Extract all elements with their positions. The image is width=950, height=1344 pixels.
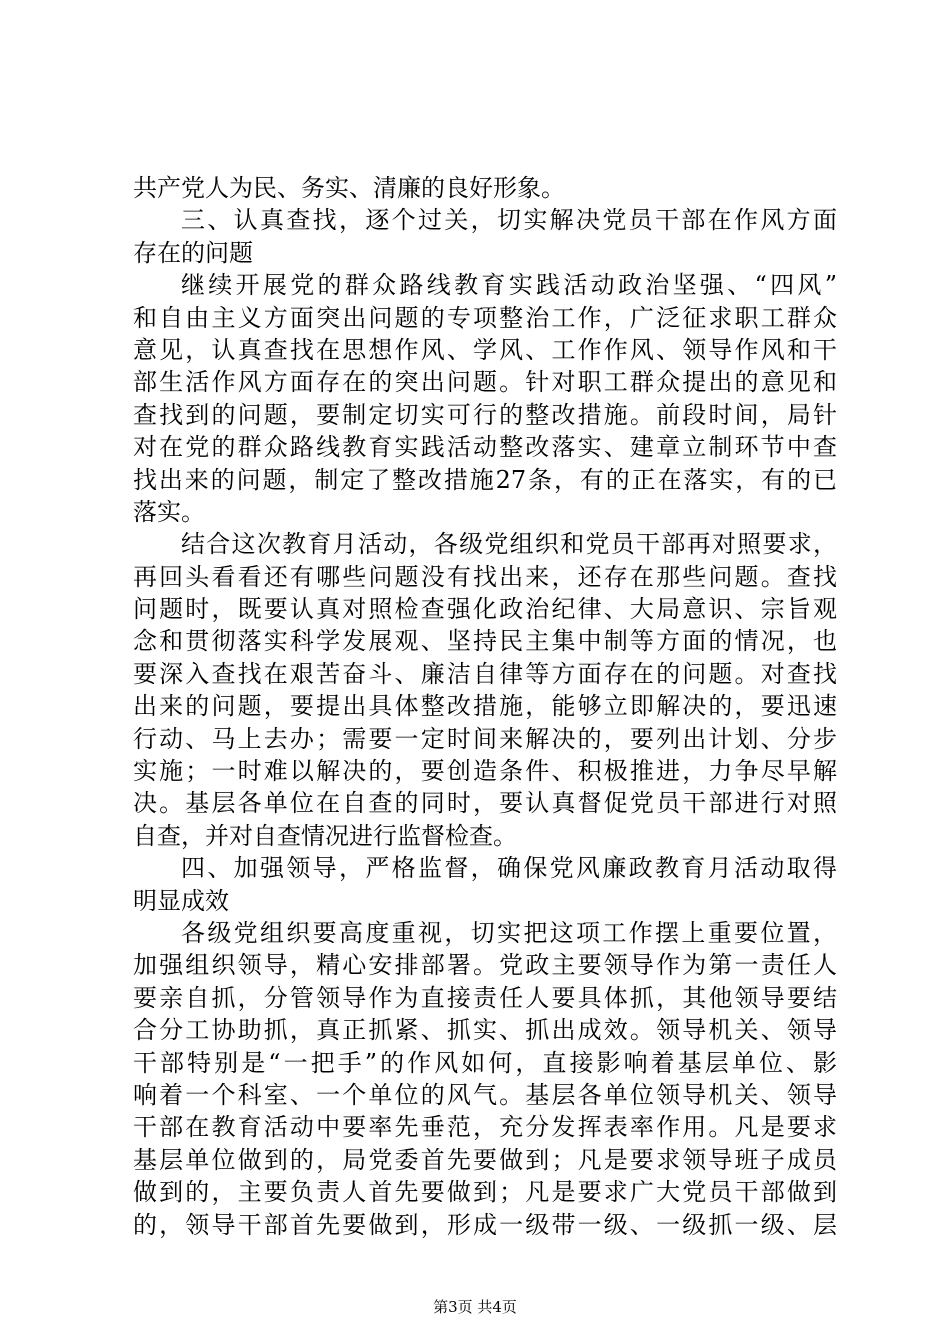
- text-line: 问题时，既要认真对照检查强化政治纪律、大局意识、宗旨观: [133, 595, 837, 624]
- text-line: 做到的，主要负责人首先要做到；凡是要求广大党员干部做到: [133, 1178, 837, 1207]
- text-line: 对在党的群众路线教育实践活动整改落实、建章立制环节中查: [133, 433, 837, 462]
- text-line: 和自由主义方面突出问题的专项整治工作，广泛征求职工群众: [133, 303, 837, 332]
- document-body: [133, 172, 837, 1241]
- text-line: 决。基层各单位在自查的同时，要认真督促党员干部进行对照: [133, 789, 837, 818]
- text-line: 念和贯彻落实科学发展观、坚持民主集中制等方面的情况，也: [133, 627, 837, 656]
- text-line: 的，领导干部首先要做到，形成一级带一级、一级抓一级、层: [133, 1210, 837, 1239]
- text-line: 落实。: [133, 497, 205, 526]
- text-line: 响着一个科室、一个单位的风气。基层各单位领导机关、领导: [133, 1080, 837, 1109]
- text-line: 出来的问题，要提出具体整改措施，能够立即解决的，要迅速: [133, 692, 837, 721]
- text-line: 找出来的问题，制定了整改措施27条，有的正在落实，有的已: [133, 465, 837, 494]
- text-line: 要深入查找在艰苦奋斗、廉洁自律等方面存在的问题。对查找: [133, 659, 837, 688]
- text-line: 各级党组织要高度重视，切实把这项工作摆上重要位置，: [181, 918, 837, 947]
- text-line: 结合这次教育月活动，各级党组织和党员干部再对照要求，: [181, 530, 837, 559]
- text-line: 自查，并对自查情况进行监督检查。: [133, 821, 517, 850]
- page-footer: 第3页 共4页: [433, 1298, 517, 1316]
- text-line: 实施；一时难以解决的，要创造条件、积极推进，力争尽早解: [133, 757, 837, 786]
- text-line: 基层单位做到的，局党委首先要做到；凡是要求领导班子成员: [133, 1145, 837, 1174]
- text-line: 行动、马上去办；需要一定时间来解决的，要列出计划、分步: [133, 724, 837, 753]
- text-line: 再回头看看还有哪些问题没有找出来，还存在那些问题。查找: [133, 562, 837, 591]
- text-line: 干部特别是“一把手”的作风如何，直接影响着基层单位、影: [133, 1048, 837, 1077]
- text-line: 四、加强领导，严格监督，确保党风廉政教育月活动取得: [181, 854, 837, 883]
- text-line: 存在的问题: [133, 238, 253, 267]
- text-line: 部生活作风方面存在的突出问题。针对职工群众提出的意见和: [133, 368, 837, 397]
- text-line: 合分工协助抓，真正抓紧、抓实、抓出成效。领导机关、领导: [133, 1016, 837, 1045]
- text-line: 加强组织领导，精心安排部署。党政主要领导作为第一责任人: [133, 951, 837, 980]
- text-line: 继续开展党的群众路线教育实践活动政治坚强、“四风”: [181, 271, 837, 300]
- text-line: 三、认真查找，逐个过关，切实解决党员干部在作风方面: [181, 206, 837, 235]
- text-line: 意见，认真查找在思想作风、学风、工作作风、领导作风和干: [133, 335, 837, 364]
- text-line: 要亲自抓，分管领导作为直接责任人要具体抓，其他领导要结: [133, 983, 837, 1012]
- text-line: 明显成效: [133, 886, 229, 915]
- text-line: 共产党人为民、务实、清廉的良好形象。: [133, 174, 565, 202]
- text-line: 查找到的问题，要制定切实可行的整改措施。前段时间，局针: [133, 400, 837, 429]
- text-line: 干部在教育活动中要率先垂范，充分发挥表率作用。凡是要求: [133, 1113, 837, 1142]
